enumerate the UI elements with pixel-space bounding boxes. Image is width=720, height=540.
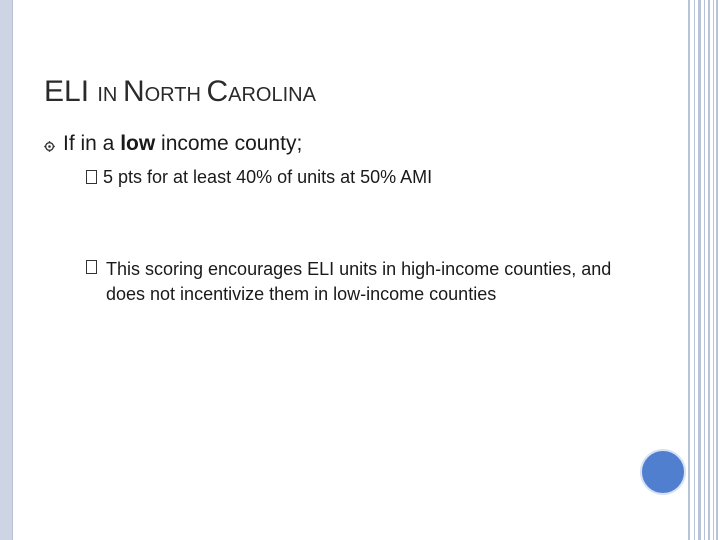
bullet-level2-note <box>86 257 626 307</box>
bullet-level1-text <box>63 132 302 156</box>
title-part-eli: ELI <box>44 75 98 108</box>
gear-bullet-icon <box>44 141 55 152</box>
bullet-level2 <box>86 167 432 188</box>
left-rule <box>0 0 12 540</box>
slide-title <box>44 72 316 109</box>
title-part-c: C <box>206 75 229 108</box>
blue-circle-icon <box>640 449 686 495</box>
bullet-level1-bold: low <box>120 132 156 155</box>
bullet-level2-text: 5 pts for at least 40% of units at 50% AMI <box>103 167 433 187</box>
bullet-level1-before: If in a <box>63 132 121 155</box>
box-bullet-icon <box>86 170 97 184</box>
left-rule-line <box>12 0 13 540</box>
bullet-level1-after: income county; <box>155 132 303 155</box>
title-part-in: IN <box>97 84 123 106</box>
right-decorative-rules <box>682 0 720 540</box>
title-part-orth: ORTH <box>144 84 207 106</box>
title-part-arolina: AROLINA <box>228 84 316 106</box>
box-bullet-icon <box>86 260 97 274</box>
bullet-level2-note-text: This scoring encourages ELI units in high-income counties, and does not incentivize them in low-income counties <box>106 259 612 304</box>
title-part-n: N <box>122 75 145 108</box>
